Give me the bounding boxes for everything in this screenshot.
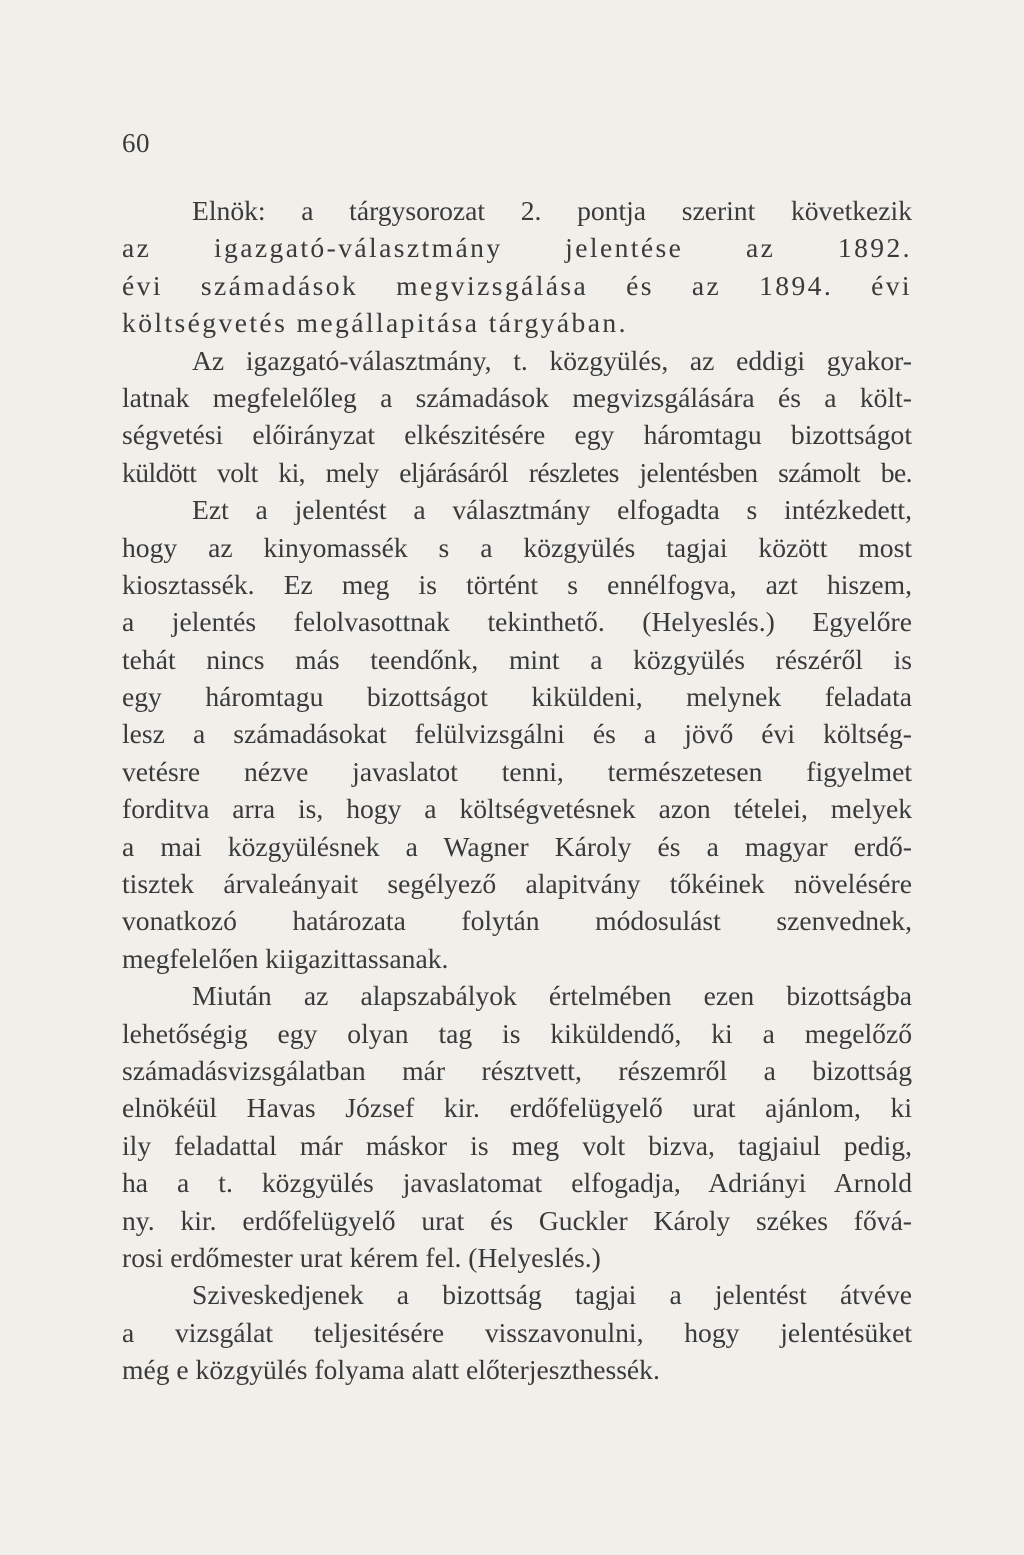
text-line: Ezt a jelentést a választmány elfogadta s intézkedett, [192,494,912,526]
body-text [122,192,912,1389]
text-line: tehát nincs más teendőnk, mint a közgyülés részéről is [122,643,912,675]
text-line: vetésre nézve javaslatot tenni, természetesen figyelmet [122,755,912,787]
text-line: Sziveskedjenek a bizottság tagjai a jelentést átvéve [192,1279,912,1311]
text-line: ny. kir. erdőfelügyelő urat és Guckler Károly székes fővá- [122,1204,912,1236]
text-line: költségvetés megállapitása tárgyában. [122,307,628,339]
text-line: Az igazgató-választmány, t. közgyülés, az eddigi gyakor- [192,344,912,376]
text-line: Elnök: a tárgysorozat 2. pontja szerint következik [192,195,912,226]
text-line: lesz a számadásokat felülvizsgálni és a jövő évi költség- [122,718,912,750]
text-line: tisztek árvaleányait segélyező alapitvány tőkéinek növelésére [122,868,912,900]
text-line: küldött volt ki, mely eljárásáról részletes jelentésben számolt be. [122,456,912,488]
text-line: a jelentés felolvasottnak tekinthető. (Helyeslés.) Egyelőre [122,606,912,638]
text-line: a vizsgálat teljesitésére visszavonulni, hogy jelentésüket [122,1316,912,1348]
text-line: latnak megfelelőleg a számadások megvizsgálására és a költ- [122,381,912,413]
text-line: rosi erdőmester urat kérem fel. (Helyeslés.) [122,1241,601,1273]
text-line: egy háromtagu bizottságot kiküldeni, melynek feladata [122,681,912,713]
text-line: kiosztassék. Ez meg is történt s ennélfogva, azt hiszem, [122,568,912,600]
text-line: Miután az alapszabályok értelmében ezen bizottságba [192,980,912,1012]
text-line: vonatkozó határozata folytán módosulást szenvednek, [122,905,912,937]
text-line: hogy az kinyomassék s a közgyülés tagjai között most [122,531,912,563]
page-number: 60 [122,128,150,158]
text-line: forditva arra is, hogy a költségvetésnek azon tételei, melyek [122,793,912,825]
text-line: lehetőségig egy olyan tag is kiküldendő, ki a megelőző [122,1017,912,1049]
text-line: elnökéül Havas József kir. erdőfelügyelő urat ajánlom, ki [122,1092,912,1124]
text-line: ily feladattal már máskor is meg volt bizva, tagjaiul pedig, [122,1129,912,1161]
text-line: ségvetési előirányzat elkészitésére egy háromtagu bizottságot [122,419,912,451]
text-line: ha a t. közgyülés javaslatomat elfogadja, Adriányi Arnold [122,1167,912,1199]
text-line: az igazgató-választmány jelentése az 1892. [122,232,912,264]
text-line: számadásvizsgálatban már résztvett, részemről a bizottság [122,1054,912,1086]
text-line: még e közgyülés folyama alatt előterjeszthessék. [122,1354,660,1386]
text-line: megfelelően kiigazittassanak. [122,942,449,974]
text-line: a mai közgyülésnek a Wagner Károly és a magyar erdő- [122,830,912,862]
text-line: évi számadások megvizsgálása és az 1894. évi [122,269,912,301]
